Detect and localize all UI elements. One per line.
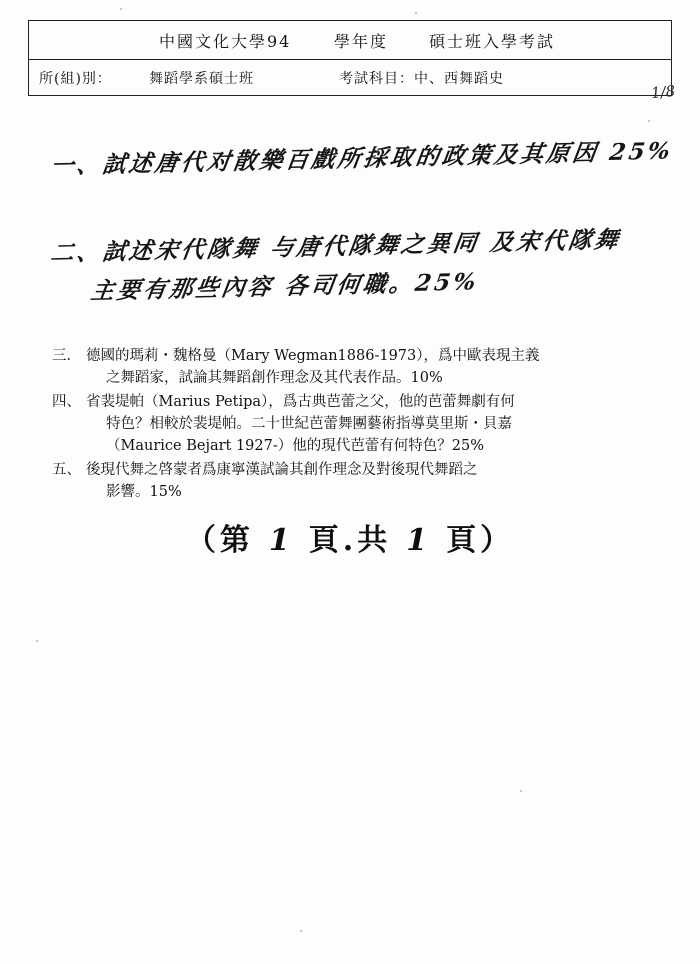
- question-number-5: 五、: [52, 462, 81, 478]
- scan-speckle: [36, 640, 38, 642]
- subject-label: 考試科目：中、西舞蹈史: [339, 71, 504, 87]
- question-number-3: 三．: [52, 348, 81, 364]
- header-row-bottom: [29, 59, 671, 97]
- scan-speckle: [520, 790, 522, 792]
- scan-speckle: [415, 12, 417, 14]
- question-item-4: [52, 391, 632, 457]
- page-counter-middle: 頁.共: [308, 523, 392, 558]
- university-name: 中國文化大學94: [159, 31, 292, 51]
- question-body-3: [86, 345, 632, 389]
- handwritten-question-2-line-1: 二、試述宋代隊舞 与唐代隊舞之異同 及宋代隊舞: [48, 226, 623, 267]
- question-5-line-1: 後現代舞之啓蒙者爲康寧漢試論其創作理念及對後現代舞蹈之: [86, 462, 478, 478]
- page-counter-current: 1: [268, 523, 294, 558]
- question-4-line-2: 特色？相較於裴堤帕。二十世紀芭蕾舞團藝術指導莫里斯・貝嘉: [106, 416, 512, 432]
- handwritten-question-1: 一、試述唐代对散樂百戲所採取的政策及其原因 25%: [48, 137, 675, 180]
- scan-speckle: [120, 8, 122, 10]
- page-counter: [0, 515, 700, 559]
- page-counter-close: 頁）: [446, 523, 515, 558]
- question-4-line-3: （Maurice Bejart 1927-）他的現代芭蕾有何特色？25%: [106, 438, 484, 454]
- handwritten-question-2-line-2: 主要有那些內容 各司何職。25%: [89, 268, 481, 305]
- page-counter-open: （第: [185, 523, 254, 558]
- handwritten-page-mark: 1/8: [649, 81, 676, 103]
- question-3-line-1: 德國的瑪莉・魏格曼（Mary Wegman1886-1973），爲中歐表現主義: [86, 348, 540, 364]
- header-row-top: [29, 21, 671, 59]
- question-item-5: [52, 459, 632, 503]
- question-5-line-2: 影響。15%: [106, 484, 182, 500]
- typed-questions-list: [52, 345, 632, 505]
- question-body-4: [86, 391, 632, 457]
- scan-speckle: [648, 120, 650, 122]
- question-body-5: [86, 459, 632, 503]
- question-3-line-2: 之舞蹈家，試論其舞蹈創作理念及其代表作品。10%: [106, 370, 443, 386]
- department-label: 所(組)別：: [39, 71, 112, 87]
- department-value: 舞蹈學系碩士班: [149, 71, 254, 87]
- question-number-4: 四、: [52, 394, 81, 410]
- page-counter-total: 1: [406, 523, 432, 558]
- exam-type-label: 碩士班入學考試: [429, 31, 556, 51]
- scan-speckle: [300, 930, 302, 932]
- exam-header-box: [28, 20, 676, 103]
- academic-year-label: 學年度: [334, 31, 389, 51]
- question-item-3: [52, 345, 632, 389]
- question-4-line-1: 省裴堤帕（Marius Petipa），爲古典芭蕾之父，他的芭蕾舞劇有何: [86, 394, 515, 410]
